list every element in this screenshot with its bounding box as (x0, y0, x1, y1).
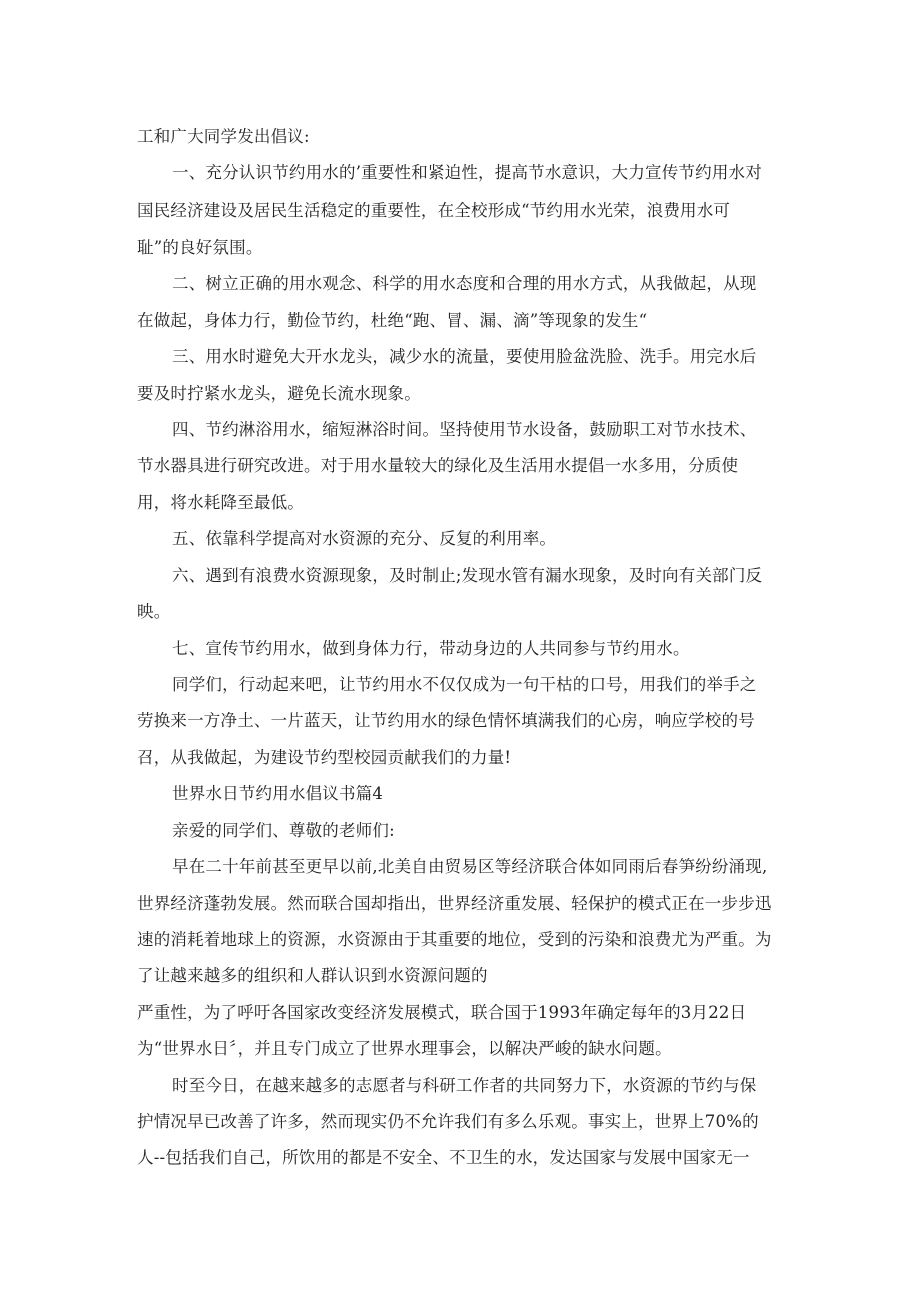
text-line: 严重性，为了呼吁各国家改变经济发展模式，联合国于1993年确定每年的3月22日 (137, 1003, 747, 1022)
text-line: 早在二十年前甚至更早以前,北美自由贸易区等经济联合体如同雨后春笋纷纷涌现, (172, 857, 768, 876)
text-line: 护情况早已改善了许多，然而现实仍不允许我们有多么乐观。事实上，世界上70%的 (137, 1112, 759, 1131)
text-line: 七、宣传节约用水，做到身体力行，带动身边的人共同参与节约用水。 (172, 639, 690, 658)
text-line: 了让越来越多的组织和人群认识到水资源问题的 (137, 966, 488, 985)
text-line: 五、依靠科学提高对水资源的充分、反复的利用率。 (172, 529, 557, 548)
text-line: 耻”的良好氛围。 (137, 238, 263, 257)
text-line: 国民经济建设及居民生活稳定的重要性，在全校形成“节约用水光荣，浪费用水可 (137, 201, 731, 220)
text-line: 世界经济蓬勃发展。然而联合国却指出，世界经济重发展、轻保护的模式正在一步步迅 (137, 894, 772, 913)
text-line: 在做起，身体力行，勤俭节约，杜绝“跑、冒、漏、滴”等现象的发生“ (137, 311, 648, 330)
section-heading: 世界水日节约用水倡议书篇4 (172, 784, 384, 803)
text-line: 为“世界水日〞，并且专门成立了世界水理事会，以解决严峻的缺水问题。 (137, 1039, 672, 1058)
text-line: 速的消耗着地球上的资源，水资源由于其重要的地位，受到的污染和浪费尤为严重。为 (137, 930, 772, 949)
text-line: 一、充分认识节约用水的’重要性和紧迫性，提高节水意识，大力宣传节约用水对 (172, 163, 762, 182)
text-line: 时至今日，在越来越多的志愿者与科研工作者的共同努力下，水资源的节约与保 (172, 1076, 757, 1095)
text-line: 节水器具进行研究改进。对于用水量较大的绿化及生活用水提倡一水多用，分质使 (137, 456, 739, 475)
text-line: 劳换来一方净土、一片蓝天，让节约用水的绿色情怀填满我们的心房，响应学校的号 (137, 711, 755, 730)
text-line: 四、节约淋浴用水，缩短淋浴时间。坚持使用节水设备，鼓励职工对节水技术、 (172, 420, 757, 439)
text-line: 召，从我做起，为建设节约型校园贡献我们的力量! (137, 748, 512, 767)
text-line: 工和广大同学发出倡议: (137, 127, 310, 146)
text-line: 用，将水耗降至最低。 (137, 493, 304, 512)
salutation: 亲爱的同学们、尊敬的老师们: (172, 821, 395, 840)
text-line: 二、树立正确的用水观念、科学的用水态度和合理的用水方式，从我做起，从现 (172, 274, 757, 293)
text-line: 人--包括我们自己，所饮用的都是不安全、不卫生的水，发达国家与发展中国家无一 (137, 1148, 750, 1167)
text-line: 映。 (137, 602, 171, 621)
text-line: 三、用水时避免大开水龙头，减少水的流量，要使用脸盆洗脸、洗手。用完水后 (172, 347, 757, 366)
text-line: 六、遇到有浪费水资源现象，及时制止;发现水管有漏水现象，及时向有关部门反 (172, 566, 763, 585)
text-line: 同学们，行动起来吧，让节约用水不仅仅成为一句干枯的口号，用我们的举手之 (172, 675, 757, 694)
text-line: 要及时拧紧水龙头，避免长流水现象。 (137, 384, 421, 403)
